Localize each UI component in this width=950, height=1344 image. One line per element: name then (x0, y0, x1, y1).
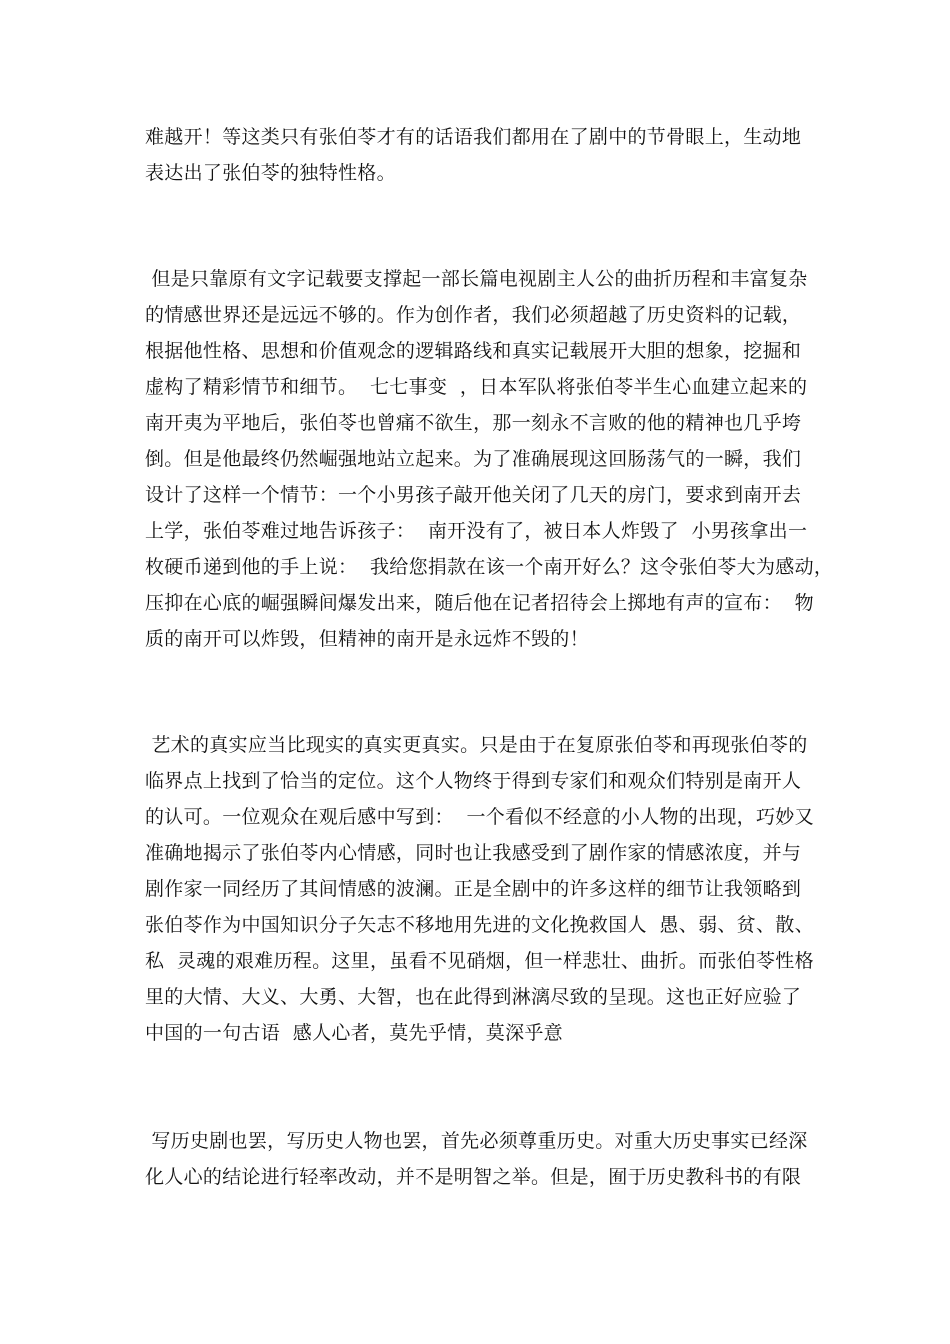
text-line: 私 灵魂的艰难历程。这里，虽看不见硝烟，但一样悲壮、曲折。而张伯苓性格 (145, 950, 814, 972)
text-line: 根据他性格、思想和价值观念的逻辑路线和真实记载展开大胆的想象，挖掘和 (145, 340, 802, 362)
text-line: 张伯苓作为中国知识分子矢志不移地用先进的文化挽救国人 愚、弱、贫、散、 (145, 914, 814, 936)
text-line: 剧作家一同经历了其间情感的波澜。正是全剧中的许多这样的细节让我领略到 (145, 878, 802, 900)
text-line: 设计了这样一个情节：一个小男孩子敲开他关闭了几天的房门，要求到南开去 (145, 484, 802, 506)
text-line: 的认可。一位观众在观后感中写到： 一个看似不经意的小人物的出现，巧妙又 (145, 806, 814, 828)
text-line: 临界点上找到了恰当的定位。这个人物终于得到专家们和观众们特别是南开人 (145, 770, 802, 792)
text-line: 压抑在心底的崛强瞬间爆发出来，随后他在记者招待会上掷地有声的宣布： 物 (145, 592, 814, 614)
text-line: 表达出了张伯苓的独特性格。 (145, 162, 396, 184)
text-line: 质的南开可以炸毁，但精神的南开是永远炸不毁的！ (145, 628, 589, 650)
text-line: 写历史剧也罢，写历史人物也罢，首先必须尊重历史。对重大历史事实已经深 (145, 1130, 808, 1152)
text-line: 艺术的真实应当比现实的真实更真实。只是由于在复原张伯苓和再现张伯苓的 (145, 734, 808, 756)
text-line: 化人心的结论进行轻率改动，并不是明智之举。但是，囿于历史教科书的有限 (145, 1166, 802, 1188)
text-line: 中国的一句古语 感人心者，莫先乎情，莫深乎意 (145, 1022, 563, 1044)
text-line: 南开夷为平地后，张伯苓也曾痛不欲生，那一刻永不言败的他的精神也几乎垮 (145, 412, 802, 434)
text-line: 的情感世界还是远远不够的。作为创作者，我们必须超越了历史资料的记载， (145, 304, 802, 326)
text-line: 枚硬币递到他的手上说： 我给您捐款在该一个南开好么？这令张伯苓大为感动， (145, 556, 834, 578)
text-line: 里的大情、大义、大勇、大智，也在此得到淋漓尽致的呈现。这也正好应验了 (145, 986, 802, 1008)
text-line: 上学，张伯苓难过地告诉孩子： 南开没有了，被日本人炸毁了 小男孩拿出一 (145, 520, 808, 542)
text-line: 虚构了精彩情节和细节。 七七事变 ，日本军队将张伯苓半生心血建立起来的 (145, 376, 808, 398)
text-line: 准确地揭示了张伯苓内心情感，同时也让我感受到了剧作家的情感浓度，并与 (145, 842, 802, 864)
text-line: 但是只靠原有文字记载要支撑起一部长篇电视剧主人公的曲折历程和丰富复杂 (145, 268, 808, 290)
text-line: 倒。但是他最终仍然崛强地站立起来。为了准确展现这回肠荡气的一瞬，我们 (145, 448, 802, 470)
text-line: 难越开！等这类只有张伯苓才有的话语我们都用在了剧中的节骨眼上，生动地 (145, 126, 802, 148)
